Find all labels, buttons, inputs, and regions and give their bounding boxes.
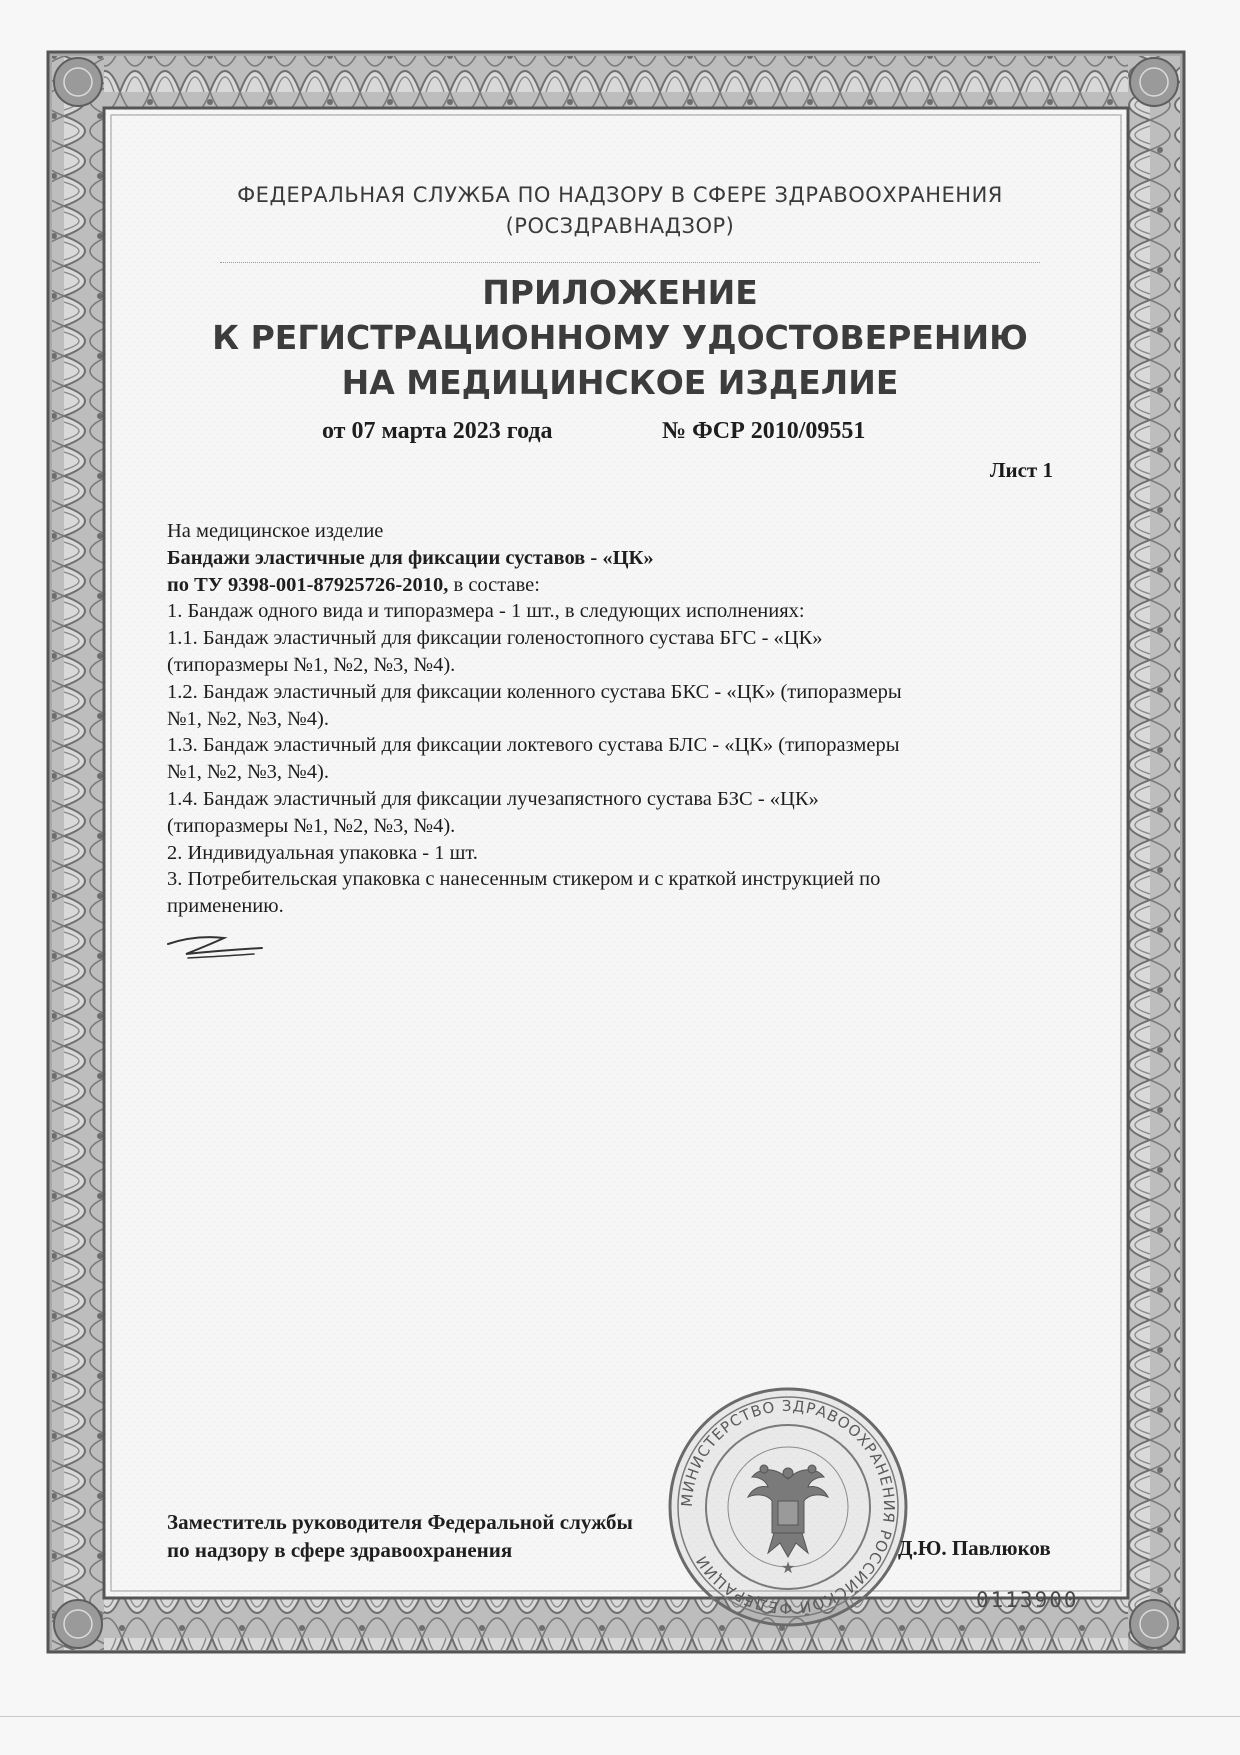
body-line: (типоразмеры №1, №2, №3, №4). [167, 653, 456, 676]
bottom-rule [0, 1716, 1240, 1717]
body-line: №1, №2, №3, №4). [167, 707, 329, 730]
body-line: 1.1. Бандаж эластичный для фиксации голеностопного сустава БГС - «ЦК» [167, 627, 823, 650]
official-seal [664, 1383, 912, 1631]
body-line: 3. Потребительская упаковка с нанесенным стикером и с краткой инструкцией по [167, 868, 881, 891]
seal-text: МИНИСТЕРСТВО ЗДРАВООХРАНЕНИЯ РОССИЙСКОЙ ФЕДЕРАЦИИ [677, 1396, 899, 1618]
body-line: (типоразмеры №1, №2, №3, №4). [167, 814, 456, 837]
spec-code: по ТУ 9398-001-87925726-2010, [167, 573, 449, 596]
body-line: 1. Бандаж одного вида и типоразмера - 1 шт., в следующих исполнениях: [167, 600, 805, 623]
header-divider [220, 262, 1040, 263]
product-name: Бандажи эластичные для фиксации суставов - «ЦК» [167, 546, 654, 569]
spec-rest: в составе: [448, 573, 540, 596]
signer-position [167, 1508, 633, 1564]
svg-text:★: ★ [780, 1558, 796, 1577]
agency-short-name: (РОСЗДРАВНАДЗОР) [505, 214, 735, 238]
serial-number: 0113900 [976, 1588, 1079, 1612]
title-line-1: ПРИЛОЖЕНИЕ [482, 273, 758, 312]
document-title [100, 270, 1140, 405]
body-intro: На медицинское изделие [167, 520, 384, 542]
body-line: применению. [167, 895, 284, 918]
agency-name: ФЕДЕРАЛЬНАЯ СЛУЖБА ПО НАДЗОРУ В СФЕРЕ ЗДРАВООХРАНЕНИЯ [237, 183, 1003, 207]
product-spec [167, 572, 1057, 599]
signer-position-line-2: по надзору в сфере здравоохранения [167, 1538, 513, 1562]
registration-number: № ФСР 2010/09551 [662, 418, 866, 444]
title-line-3: НА МЕДИЦИНСКОЕ ИЗДЕЛИЕ [341, 363, 899, 402]
registration-date: от 07 марта 2023 года [322, 418, 553, 444]
body-line: 2. Индивидуальная упаковка - 1 шт. [167, 841, 478, 864]
agency-header [100, 180, 1140, 242]
body-line: 1.4. Бандаж эластичный для фиксации лучезапястного сустава БЗС - «ЦК» [167, 787, 819, 810]
body-line: 1.3. Бандаж эластичный для фиксации локтевого сустава БЛС - «ЦК» (типоразмеры [167, 734, 900, 757]
sheet-label: Лист 1 [989, 458, 1053, 482]
signer-name: Д.Ю. Павлюков [898, 1536, 1051, 1560]
signer-position-line-1: Заместитель руководителя Федеральной службы [167, 1510, 633, 1534]
handwritten-paraph [166, 932, 266, 972]
body-line: 1.2. Бандаж эластичный для фиксации коленного сустава БКС - «ЦК» (типоразмеры [167, 680, 902, 703]
body-line: №1, №2, №3, №4). [167, 761, 329, 784]
document-body [167, 518, 1057, 920]
title-line-2: К РЕГИСТРАЦИОННОМУ УДОСТОВЕРЕНИЮ [212, 318, 1028, 357]
